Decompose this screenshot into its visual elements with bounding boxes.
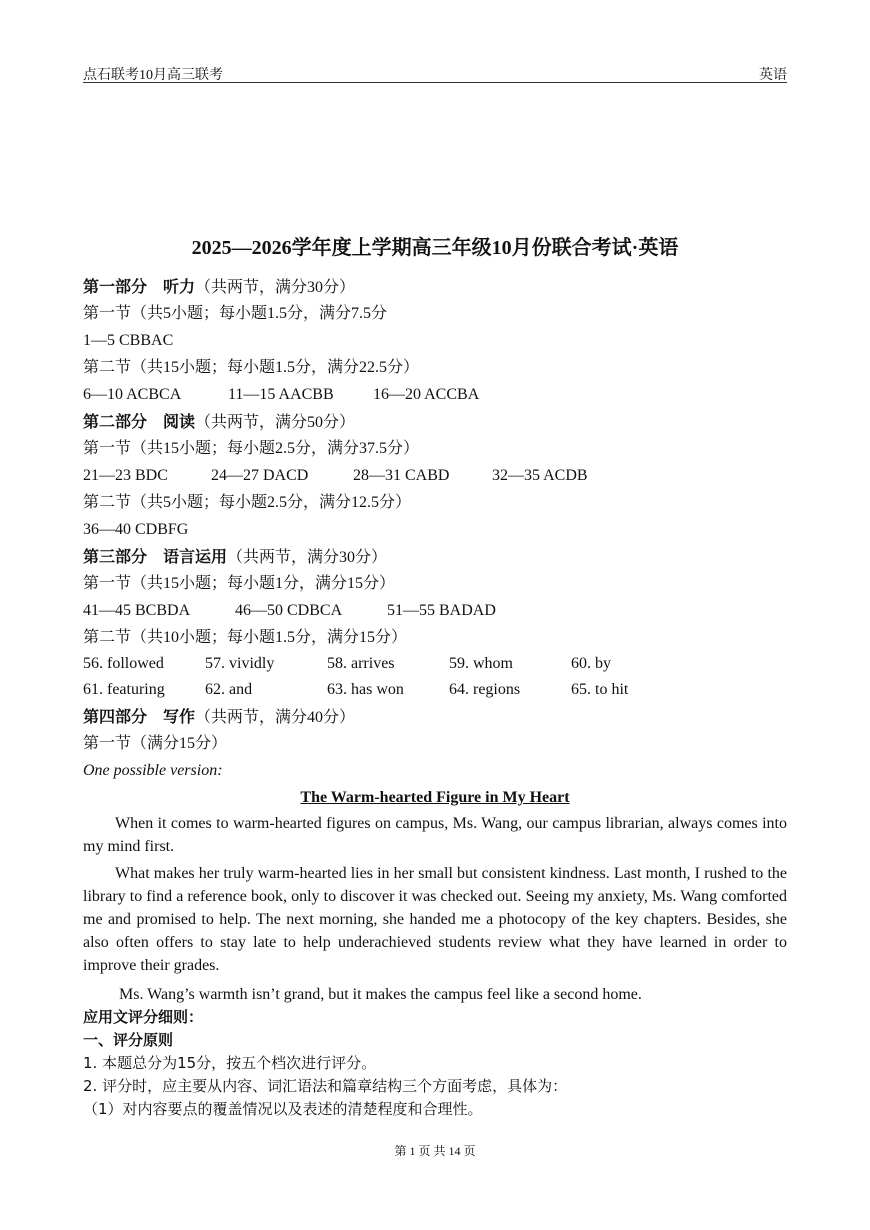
part1-section1: 第一节（共5小题；每小题1.5分，满分7.5分	[83, 305, 388, 322]
part4-heading: 第四部分 写作	[83, 707, 196, 726]
answer-group: 46—50 CDBCA	[235, 602, 343, 619]
page-title: 2025—2026学年度上学期高三年级10月份联合考试·英语	[191, 237, 679, 259]
answer-group: 32—35 ACDB	[492, 467, 588, 484]
part2-section1: 第一节（共15小题；每小题2.5分，满分37.5分）	[83, 440, 420, 457]
part1-section2: 第二节（共15小题；每小题1.5分，满分22.5分）	[83, 359, 420, 376]
essay-paragraph: When it comes to warm-hearted figures on campus, Ms. Wang, our campus librarian, always comes into my mind first.	[83, 815, 787, 855]
part2-heading: 第二部分 阅读	[83, 412, 196, 431]
answer-group: 11—15 AACBB	[228, 386, 334, 403]
part3-heading-line	[83, 543, 787, 570]
part2-answers1	[83, 462, 787, 489]
answer-group: 24—27 DACD	[211, 467, 309, 484]
answer-group: 16—20 ACCBA	[373, 386, 480, 403]
cloze-answer: 63. has won	[327, 681, 404, 698]
part2-answers2: 36—40 CDBFG	[83, 521, 189, 538]
part3-section2: 第二节（共10小题；每小题1.5分，满分15分）	[83, 629, 408, 646]
part4-heading-line	[83, 703, 787, 730]
rules-subheading: 一、评分原则	[83, 1031, 174, 1049]
essay-title: The Warm-hearted Figure in My Heart	[300, 789, 570, 806]
answer-group: 28—31 CABD	[353, 467, 450, 484]
cloze-answer: 56. followed	[83, 655, 164, 672]
cloze-answer: 65. to hit	[571, 681, 629, 698]
part2-note: （共两节，满分50分）	[195, 414, 356, 431]
header-subject: 英语	[759, 68, 787, 83]
cloze-answer: 58. arrives	[327, 655, 395, 672]
rules-item: 1. 本题总分为15分，按五个档次进行评分。	[83, 1054, 377, 1072]
rules-heading: 应用文评分细则：	[83, 1008, 204, 1026]
part1-heading-line	[83, 273, 787, 300]
part2-heading-line	[83, 408, 787, 435]
page-header	[83, 62, 787, 83]
cloze-answer: 60. by	[571, 655, 611, 672]
part2-section2: 第二节（共5小题；每小题2.5分，满分12.5分）	[83, 494, 412, 511]
answer-content	[83, 273, 787, 1121]
answer-group: 51—55 BADAD	[387, 602, 496, 619]
answer-group: 6—10 ACBCA	[83, 386, 182, 403]
part3-heading: 第三部分 语言运用	[83, 547, 228, 566]
essay-paragraph: Ms. Wang’s warmth isn’t grand, but it makes the campus feel like a second home.	[119, 986, 642, 1003]
version-label: One possible version:	[83, 762, 223, 779]
cloze-answer: 62. and	[205, 681, 253, 698]
cloze-answer: 59. whom	[449, 655, 513, 672]
part1-answers1: 1—5 CBBAC	[83, 332, 174, 349]
part3-answers1	[83, 597, 787, 624]
rules-item: 2. 评分时，应主要从内容、词汇语法和篇章结构三个方面考虑，具体为：	[83, 1077, 568, 1095]
rules-item: （1）对内容要点的覆盖情况以及表述的清楚程度和合理性。	[83, 1100, 483, 1118]
part1-heading: 第一部分 听力	[83, 277, 196, 296]
cloze-answer: 64. regions	[449, 681, 521, 698]
part1-note: （共两节，满分30分）	[195, 279, 356, 296]
part1-answers2	[83, 381, 787, 408]
part4-section1: 第一节（满分15分）	[83, 735, 228, 752]
part3-section1: 第一节（共15小题；每小题1分，满分15分）	[83, 575, 396, 592]
answer-group: 21—23 BDC	[83, 467, 168, 484]
part4-note: （共两节，满分40分）	[195, 709, 356, 726]
header-exam-name: 点石联考10月高三联考	[83, 68, 223, 83]
answer-group: 41—45 BCBDA	[83, 602, 191, 619]
essay-paragraph: What makes her truly warm-hearted lies in her small but consistent kindness. Last month, I rushed to the library to find a reference book, only to discover it was checked out. Seeing my anxiety, Ms. Wang comforted me and promised to help. The next morning, she handed me a photocopy of the key chapters. Besides, she also often offers to stay late to help underachieved students review what they have learned in order to improve their grades.	[83, 865, 787, 974]
page-footer: 第 1 页 共 14 页	[394, 1144, 476, 1158]
part3-row1	[83, 651, 787, 676]
cloze-answer: 61. featuring	[83, 681, 165, 698]
part3-row2	[83, 676, 787, 703]
part3-note: （共两节，满分30分）	[227, 549, 388, 566]
cloze-answer: 57. vividly	[205, 655, 275, 672]
scoring-rules	[83, 1006, 787, 1121]
